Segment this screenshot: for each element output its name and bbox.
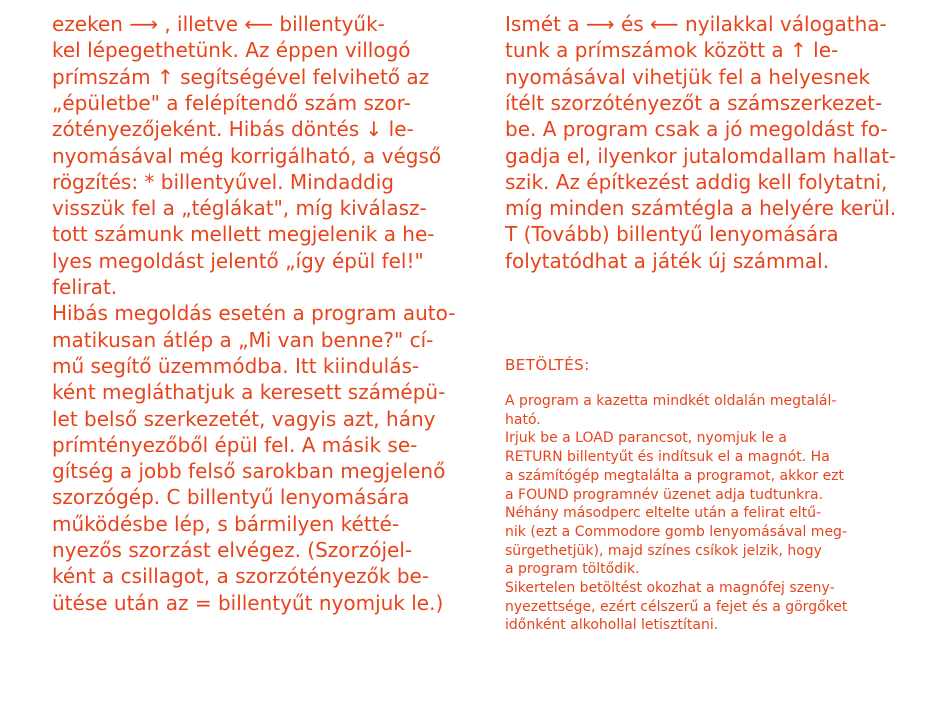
text-line: gadja el, ilyenkor jutalomdallam hallat- bbox=[505, 143, 897, 168]
text-line: ként megláthatjuk a keresett számépü- bbox=[52, 380, 446, 405]
text-line: ként a csillagot, a szorzótényezők be- bbox=[52, 564, 430, 589]
text-line: nyomásával még korrigálható, a végső bbox=[52, 143, 442, 168]
text-line: folytatódhat a játék új számmal. bbox=[505, 248, 830, 273]
loading-heading: BETÖLTÉS: bbox=[505, 356, 590, 374]
text-line: felirat. bbox=[52, 275, 118, 299]
text-line: tunk a prímszámok között a ↑ le- bbox=[505, 38, 839, 63]
text-line: ítélt szorzótényezőt a számszerkezet- bbox=[505, 90, 883, 115]
loading-line: Néhány másodperc eltelte után a felirat eltű- bbox=[505, 505, 822, 522]
text-line: nyomásával vihetjük fel a helyesnek bbox=[505, 64, 871, 89]
text-line: „épületbe" a felépítendő szám szor- bbox=[52, 90, 411, 115]
loading-line: Sikertelen betöltést okozhat a magnófej szeny- bbox=[505, 580, 835, 596]
text-line: kel lépegethetünk. Az éppen villogó bbox=[52, 38, 411, 63]
text-line: tott számunk mellett megjelenik a he- bbox=[52, 222, 435, 247]
text-line: működésbe lép, s bármilyen kétté- bbox=[52, 511, 400, 536]
text-line: szik. Az építkezést addig kell folytatni, bbox=[505, 169, 888, 194]
text-line: nyezős szorzást elvégez. (Szorzójel- bbox=[52, 538, 413, 562]
text-line: zótényezőjeként. Hibás döntés ↓ le- bbox=[52, 117, 414, 142]
loading-line: a program töltődik. bbox=[505, 561, 640, 578]
text-line: rögzítés: * billentyűvel. Mindaddig bbox=[52, 169, 394, 194]
loading-line: Irjuk be a LOAD parancsot, nyomjuk le a bbox=[505, 430, 787, 447]
text-line: ezeken ⟶ , illetve ⟵ billentyűk- bbox=[52, 12, 385, 36]
text-line: let belső szerkezetét, vagyis azt, hány bbox=[52, 406, 436, 431]
loading-line: a számítógép megtalálta a programot, akkor ezt bbox=[505, 467, 845, 484]
loading-line: ható. bbox=[505, 411, 541, 428]
text-line: míg minden számtégla a helyére kerül. bbox=[505, 196, 897, 221]
text-line: ütése után az = billentyűt nyomjuk le.) bbox=[52, 590, 444, 615]
text-line: be. A program csak a jó megoldást fo- bbox=[505, 117, 888, 142]
loading-line: időnként alkohollal letisztítani. bbox=[505, 617, 719, 634]
text-line: T (Tovább) billentyű lenyomására bbox=[505, 222, 839, 247]
loading-line: RETURN billentyűt és indítsuk el a magnót. Ha bbox=[505, 449, 830, 466]
loading-line: a FOUND programnév üzenet adja tudtunkra. bbox=[505, 486, 824, 503]
loading-line: nik (ezt a Commodore gomb lenyomásával meg- bbox=[505, 523, 847, 540]
loading-line: nyezettsége, ezért célszerű a fejet és a görgőket bbox=[505, 598, 848, 615]
text-line: Ismét a ⟶ és ⟵ nyilakkal válogatha- bbox=[505, 12, 887, 36]
text-line: lyes megoldást jelentő „így épül fel!" bbox=[52, 248, 424, 273]
text-line: matikusan átlép a „Mi van benne?" cí- bbox=[52, 327, 434, 352]
text-line: Hibás megoldás esetén a program auto- bbox=[52, 301, 456, 326]
loading-line: sürgethetjük), majd színes csíkok jelzik, hogy bbox=[505, 542, 822, 559]
text-line: prímtényezőből épül fel. A másik se- bbox=[52, 432, 418, 457]
text-line: gítség a jobb felső sarokban megjelenő bbox=[52, 459, 446, 484]
text-line: mű segítő üzemmódba. Itt kiindulás- bbox=[52, 353, 420, 378]
text-line: prímszám ↑ segítségével felvihető az bbox=[52, 64, 430, 89]
text-line: szorzógép. C billentyű lenyomására bbox=[52, 485, 410, 510]
text-line: visszük fel a „téglákat", míg kiválasz- bbox=[52, 196, 427, 221]
loading-line: A program a kazetta mindkét oldalán megtalál- bbox=[505, 393, 837, 409]
